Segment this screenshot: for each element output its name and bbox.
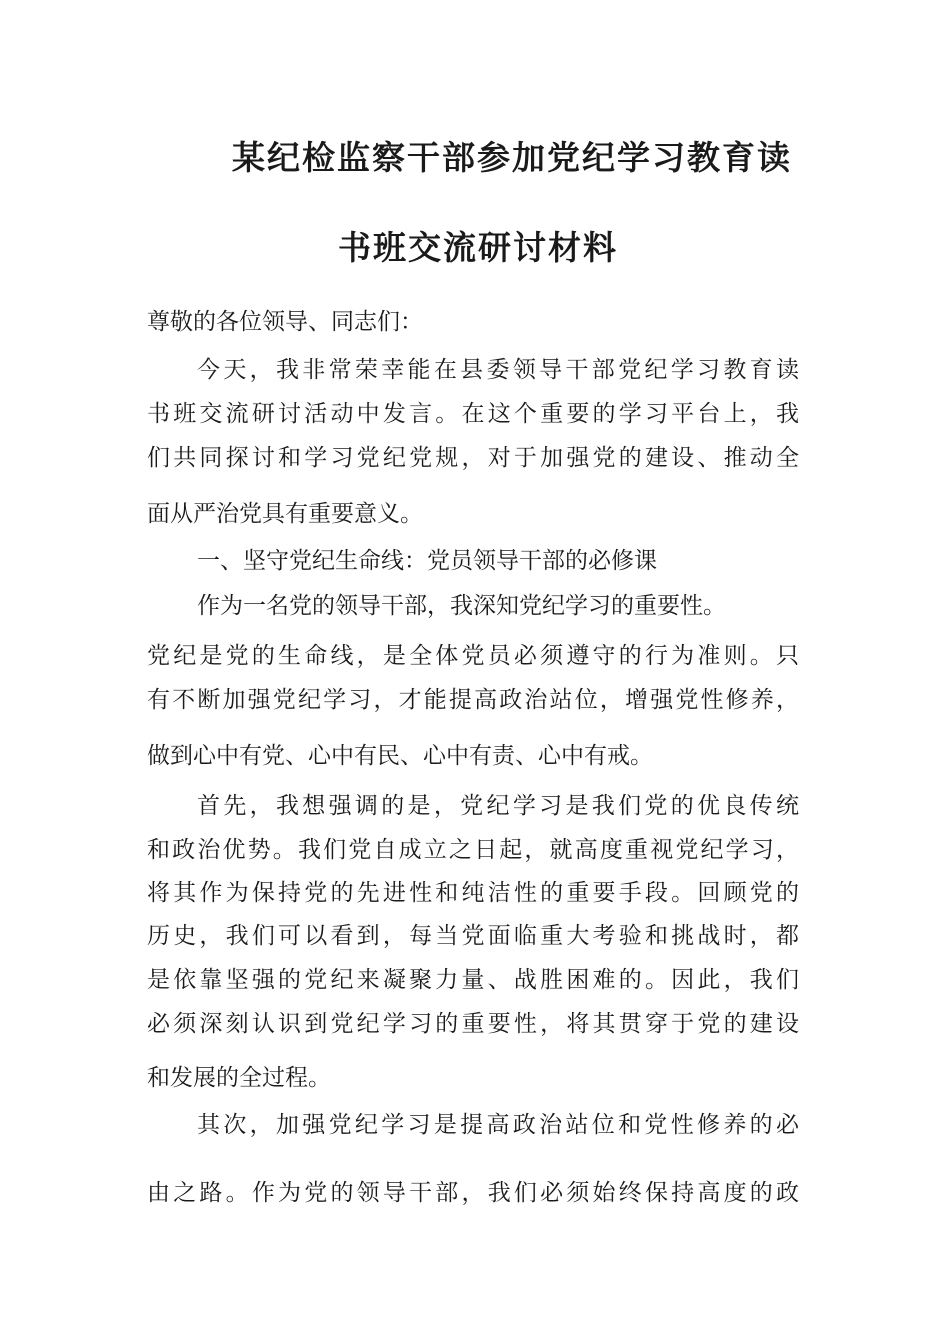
salutation: 尊敬的各位领导、同志们：	[147, 309, 423, 335]
paragraph-line: 做到心中有党、心中有民、心中有责、心中有戒。	[147, 743, 653, 769]
paragraph-line: 有不断加强党纪学习，才能提高政治站位，增强党性修养，	[147, 687, 799, 713]
paragraph-line: 由之路。作为党的领导干部，我们必须始终保持高度的政	[147, 1180, 799, 1206]
paragraph-line: 们共同探讨和学习党纪党规，对于加强党的建设、推动全	[147, 445, 799, 471]
document-title-line-1: 某纪检监察干部参加党纪学习教育读	[232, 138, 792, 177]
paragraph-line: 其次，加强党纪学习是提高政治站位和党性修养的必	[197, 1112, 799, 1138]
section-heading: 一、坚守党纪生命线：党员领导干部的必修课	[197, 548, 657, 574]
paragraph-line: 今天，我非常荣幸能在县委领导干部党纪学习教育读	[197, 357, 799, 383]
paragraph-line: 书班交流研讨活动中发言。在这个重要的学习平台上，我	[147, 401, 799, 427]
paragraph-line: 面从严治党具有重要意义。	[147, 501, 423, 527]
paragraph-line: 党纪是党的生命线，是全体党员必须遵守的行为准则。只	[147, 643, 799, 669]
paragraph-line: 首先，我想强调的是，党纪学习是我们党的优良传统	[197, 793, 799, 819]
paragraph-line: 必须深刻认识到党纪学习的重要性，将其贯穿于党的建设	[147, 1011, 799, 1037]
paragraph-line: 将其作为保持党的先进性和纯洁性的重要手段。回顾党的	[147, 880, 799, 906]
paragraph-line: 和政治优势。我们党自成立之日起，就高度重视党纪学习，	[147, 837, 799, 863]
paragraph-line: 历史，我们可以看到，每当党面临重大考验和挑战时，都	[147, 923, 799, 949]
paragraph-line: 是依靠坚强的党纪来凝聚力量、战胜困难的。因此，我们	[147, 967, 799, 993]
paragraph-line: 作为一名党的领导干部，我深知党纪学习的重要性。	[197, 593, 726, 619]
document-title-line-2: 书班交流研讨材料	[338, 228, 618, 267]
paragraph-line: 和发展的全过程。	[147, 1065, 331, 1091]
